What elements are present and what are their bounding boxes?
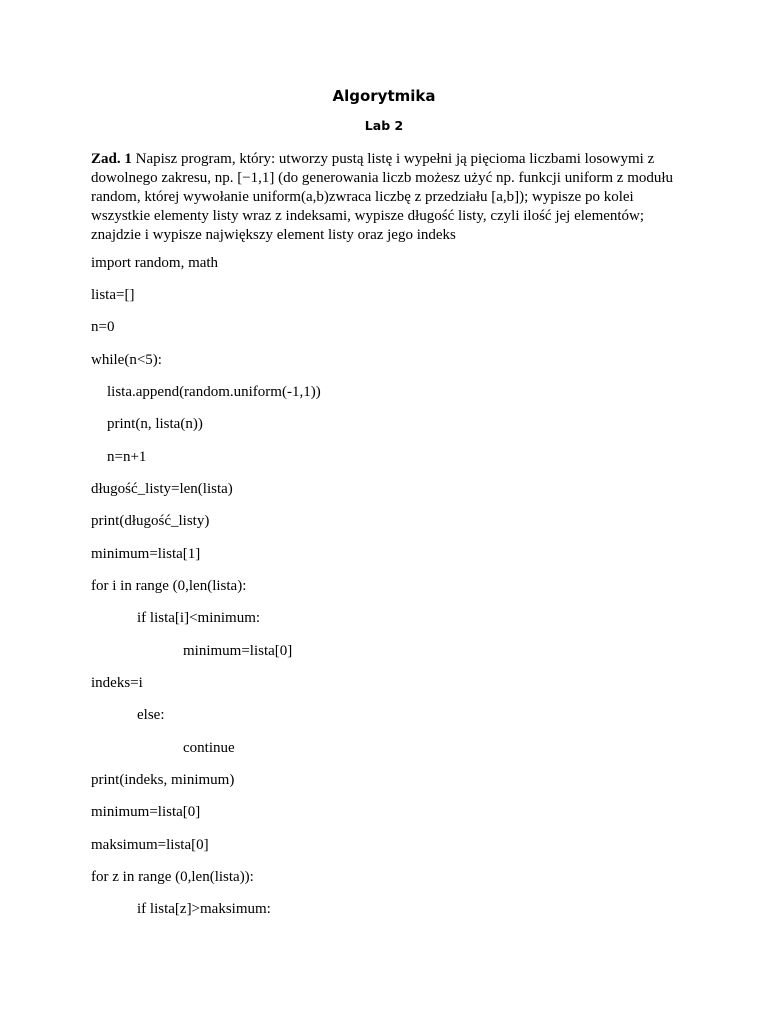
code-line: indeks=i [91,675,143,691]
code-line: continue [183,740,235,756]
code-line: if lista[z]>maksimum: [137,901,271,917]
task-label: Zad. 1 [91,151,132,167]
code-line: for z in range (0,len(lista)): [91,869,254,885]
code-line: lista=[] [91,287,135,303]
document-subtitle: Lab 2 [364,118,404,133]
code-line: n=0 [91,319,115,335]
code-line: print(indeks, minimum) [91,772,235,788]
task-text: Napisz program, który: utworzy pustą listę i wypełni ją pięcioma liczbami losowymi z dowolnego zakresu, np. [−1,1] (do generowania liczb możesz użyć np. funkcji uniform z modułu random, której wywołanie uniform(a,b)zwraca liczbę z przedziału [a,b]); wypisze po kolei wszystkie elementy listy wraz z indeksami, wypisze długość listy, czyli ilość jej elementów; znajdzie i wypisze największy element listy oraz jego indeks [91,151,674,243]
code-line: if lista[i]<minimum: [137,610,261,626]
task-paragraph [91,150,681,245]
code-line: import random, math [91,255,219,271]
code-line: minimum=lista[0] [183,643,293,659]
code-line: print(n, lista(n)) [107,416,203,432]
code-line: print(długość_listy) [91,513,210,529]
code-line: for i in range (0,len(lista): [91,578,247,594]
code-line: długość_listy=len(lista) [91,481,233,497]
code-line: minimum=lista[0] [91,804,201,820]
document-title: Algorytmika [332,87,436,105]
code-line: while(n<5): [91,352,162,368]
code-line: maksimum=lista[0] [91,837,209,853]
code-line: minimum=lista[1] [91,546,201,562]
code-line: lista.append(random.uniform(-1,1)) [107,384,321,400]
code-line: else: [137,707,165,723]
code-line: n=n+1 [107,449,147,465]
